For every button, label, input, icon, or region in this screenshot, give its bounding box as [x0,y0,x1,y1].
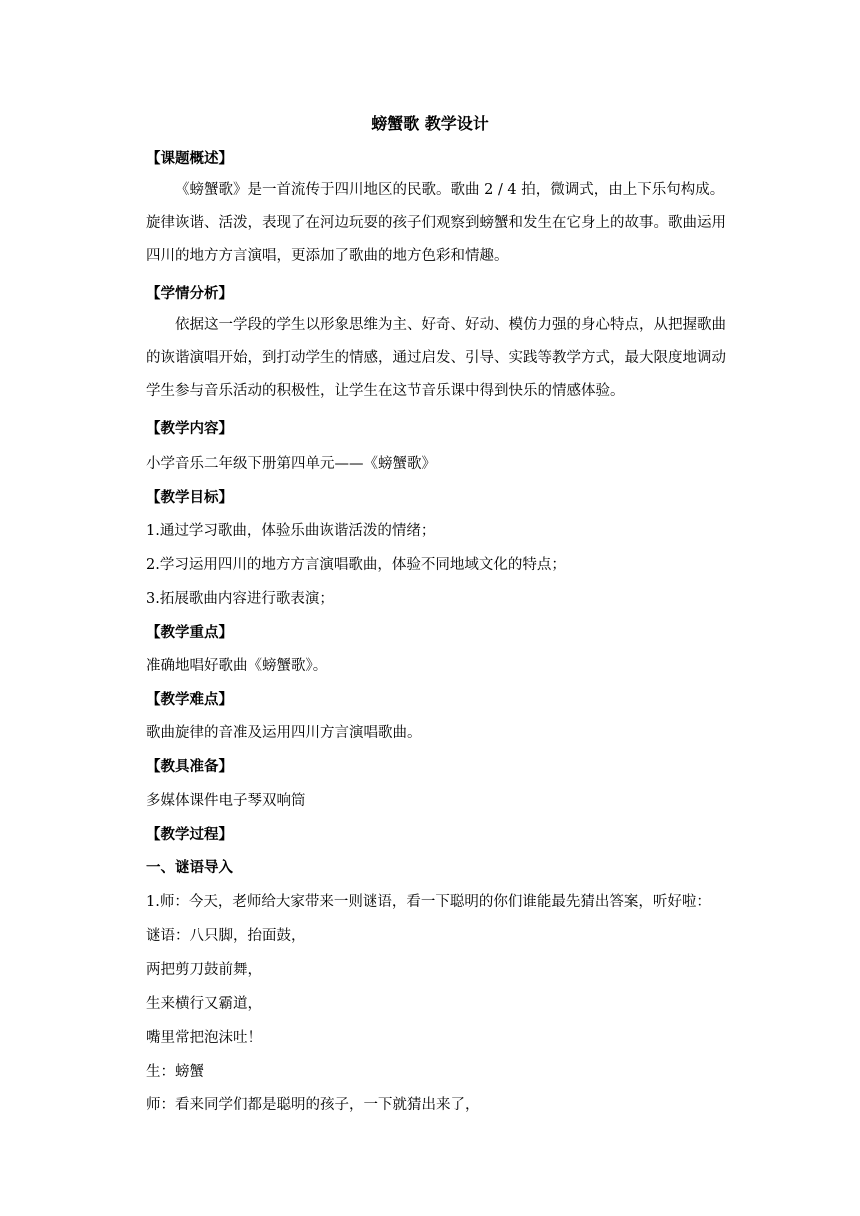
heading-goals: 【教学目标】 [146,490,233,506]
dialogue-line: 两把剪刀鼓前舞， [146,962,262,978]
dialogue-line: 1.师：今天，老师给大家带来一则谜语，看一下聪明的你们谁能最先猜出答案，听好啦： [146,894,711,910]
heading-process: 【教学过程】 [146,827,233,843]
goal-item: 3.拓展歌曲内容进行歌表演； [146,591,334,607]
heading-difficulty: 【教学难点】 [146,692,233,708]
dialogue-line: 师：看来同学们都是聪明的孩子，一下就猜出来了， [146,1097,480,1113]
dialogue-line: 谜语：八只脚，抬面鼓， [146,928,306,944]
heading-overview: 【课题概述】 [146,151,233,167]
heading-tools: 【教具准备】 [146,759,233,775]
dialogue-line: 生来横行又霸道， [146,996,262,1012]
student-analysis-paragraph: 依据这一学段的学生以形象思维为主、好奇、好动、模仿力强的身心特点，从把握歌曲的诙谐演唱开始，到打动学生的情感，通过启发、引导、实践等教学方式，最大限度地调动学生参与音乐活动的积极性，让学生在这节音乐课中得到快乐的情感体验。 [146,317,726,399]
dialogue-line: 生：螃蟹 [146,1064,204,1080]
tools-text: 多媒体课件电子琴双响筒 [146,793,306,809]
overview-paragraph: 《螃蟹歌》是一首流传于四川地区的民歌。歌曲 2 / 4 拍，微调式，由上下乐句构成。旋律诙谐、活泼，表现了在河边玩耍的孩子们观察到螃蟹和发生在它身上的故事。歌曲运用四川的地方方言演唱，更添加了歌曲的地方色彩和情趣。 [146,182,726,264]
dialogue-line: 嘴里常把泡沫吐！ [146,1030,262,1046]
heading-student-analysis: 【学情分析】 [146,286,233,302]
step-heading: 一、谜语导入 [146,860,233,876]
key-point-text: 准确地唱好歌曲《螃蟹歌》。 [146,658,328,674]
page-title: 螃蟹歌 教学设计 [371,114,489,133]
heading-key-point: 【教学重点】 [146,625,233,641]
content-text: 小学音乐二年级下册第四单元——《螃蟹歌》 [146,456,436,472]
goal-item: 1.通过学习歌曲，体验乐曲诙谐活泼的情绪； [146,523,436,539]
heading-content: 【教学内容】 [146,421,233,437]
difficulty-text: 歌曲旋律的音准及运用四川方言演唱歌曲。 [146,725,422,741]
goal-item: 2.学习运用四川的地方方言演唱歌曲，体验不同地域文化的特点； [146,557,566,573]
